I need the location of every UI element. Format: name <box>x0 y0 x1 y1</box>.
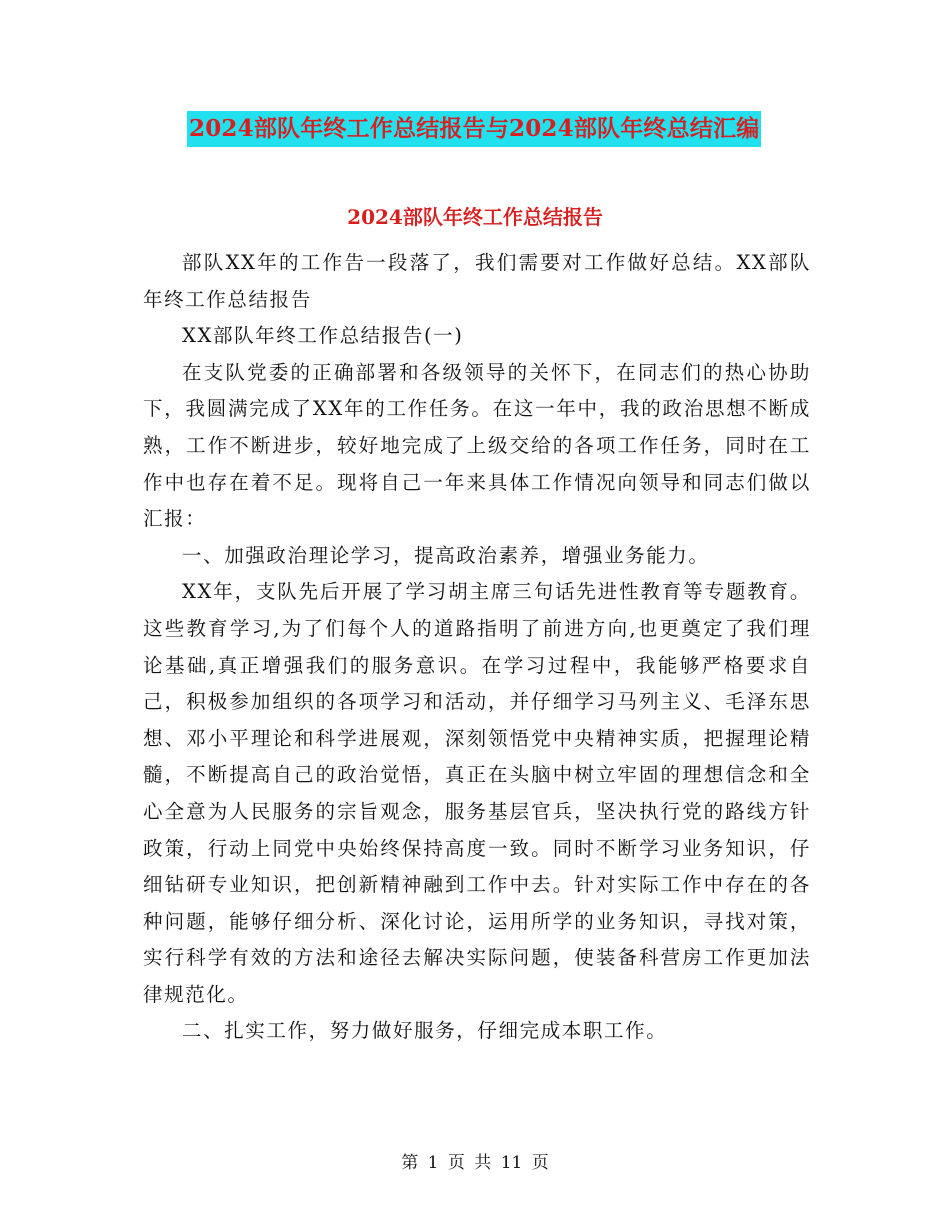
paragraph: XX年，支队先后开展了学习胡主席三句话先进性教育等专题教育。这些教育学习,为了们每个人的道路指明了前进方向,也更奠定了我们理论基础,真正增强我们的服务意识。在学习过程中，我能够严格要求自己，积极参加组织的各项学习和活动，并仔细学习马列主义、毛泽东思想、邓小平理论和科学进展观，深刻领悟党中央精神实质，把握理论精髓，不断提高自己的政治觉悟，真正在头脑中树立牢固的理想信念和全心全意为人民服务的宗旨观念，服务基层官兵，坚决执行党的路线方针政策，行动上同党中央始终保持高度一致。同时不断学习业务知识，仔细钻研专业知识，把创新精神融到工作中去。针对实际工作中存在的各种问题，能够仔细分析、深化讨论，运用所学的业务知识，寻找对策，实行科学有效的方法和途径去解决实际问题，使装备科营房工作更加法律规范化。 <box>143 580 811 1006</box>
document-title: 2024部队年终工作总结报告与2024部队年终总结汇编 <box>187 111 761 147</box>
page-footer: 第 1 页 共 11 页 <box>401 1153 549 1173</box>
section-title: 2024部队年终工作总结报告 <box>347 205 603 229</box>
paragraph: 在支队党委的正确部署和各级领导的关怀下，在同志们的热心协助下，我圆满完成了XX年的工作任务。在这一年中，我的政治思想不断成熟，工作不断进步，较好地完成了上级交给的各项工作任务，同时在工作中也存在着不足。现将自己一年来具体工作情况向领导和同志们做以汇报： <box>143 360 811 531</box>
paragraph: XX部队年终工作总结报告(一) <box>182 324 464 348</box>
paragraph: 一、加强政治理论学习，提高政治素养，增强业务能力。 <box>182 543 710 567</box>
document-body <box>143 245 811 1050</box>
paragraph: 部队XX年的工作告一段落了，我们需要对工作做好总结。XX部队年终工作总结报告 <box>143 251 811 311</box>
paragraph: 二、扎实工作，努力做好服务，仔细完成本职工作。 <box>182 1019 668 1043</box>
